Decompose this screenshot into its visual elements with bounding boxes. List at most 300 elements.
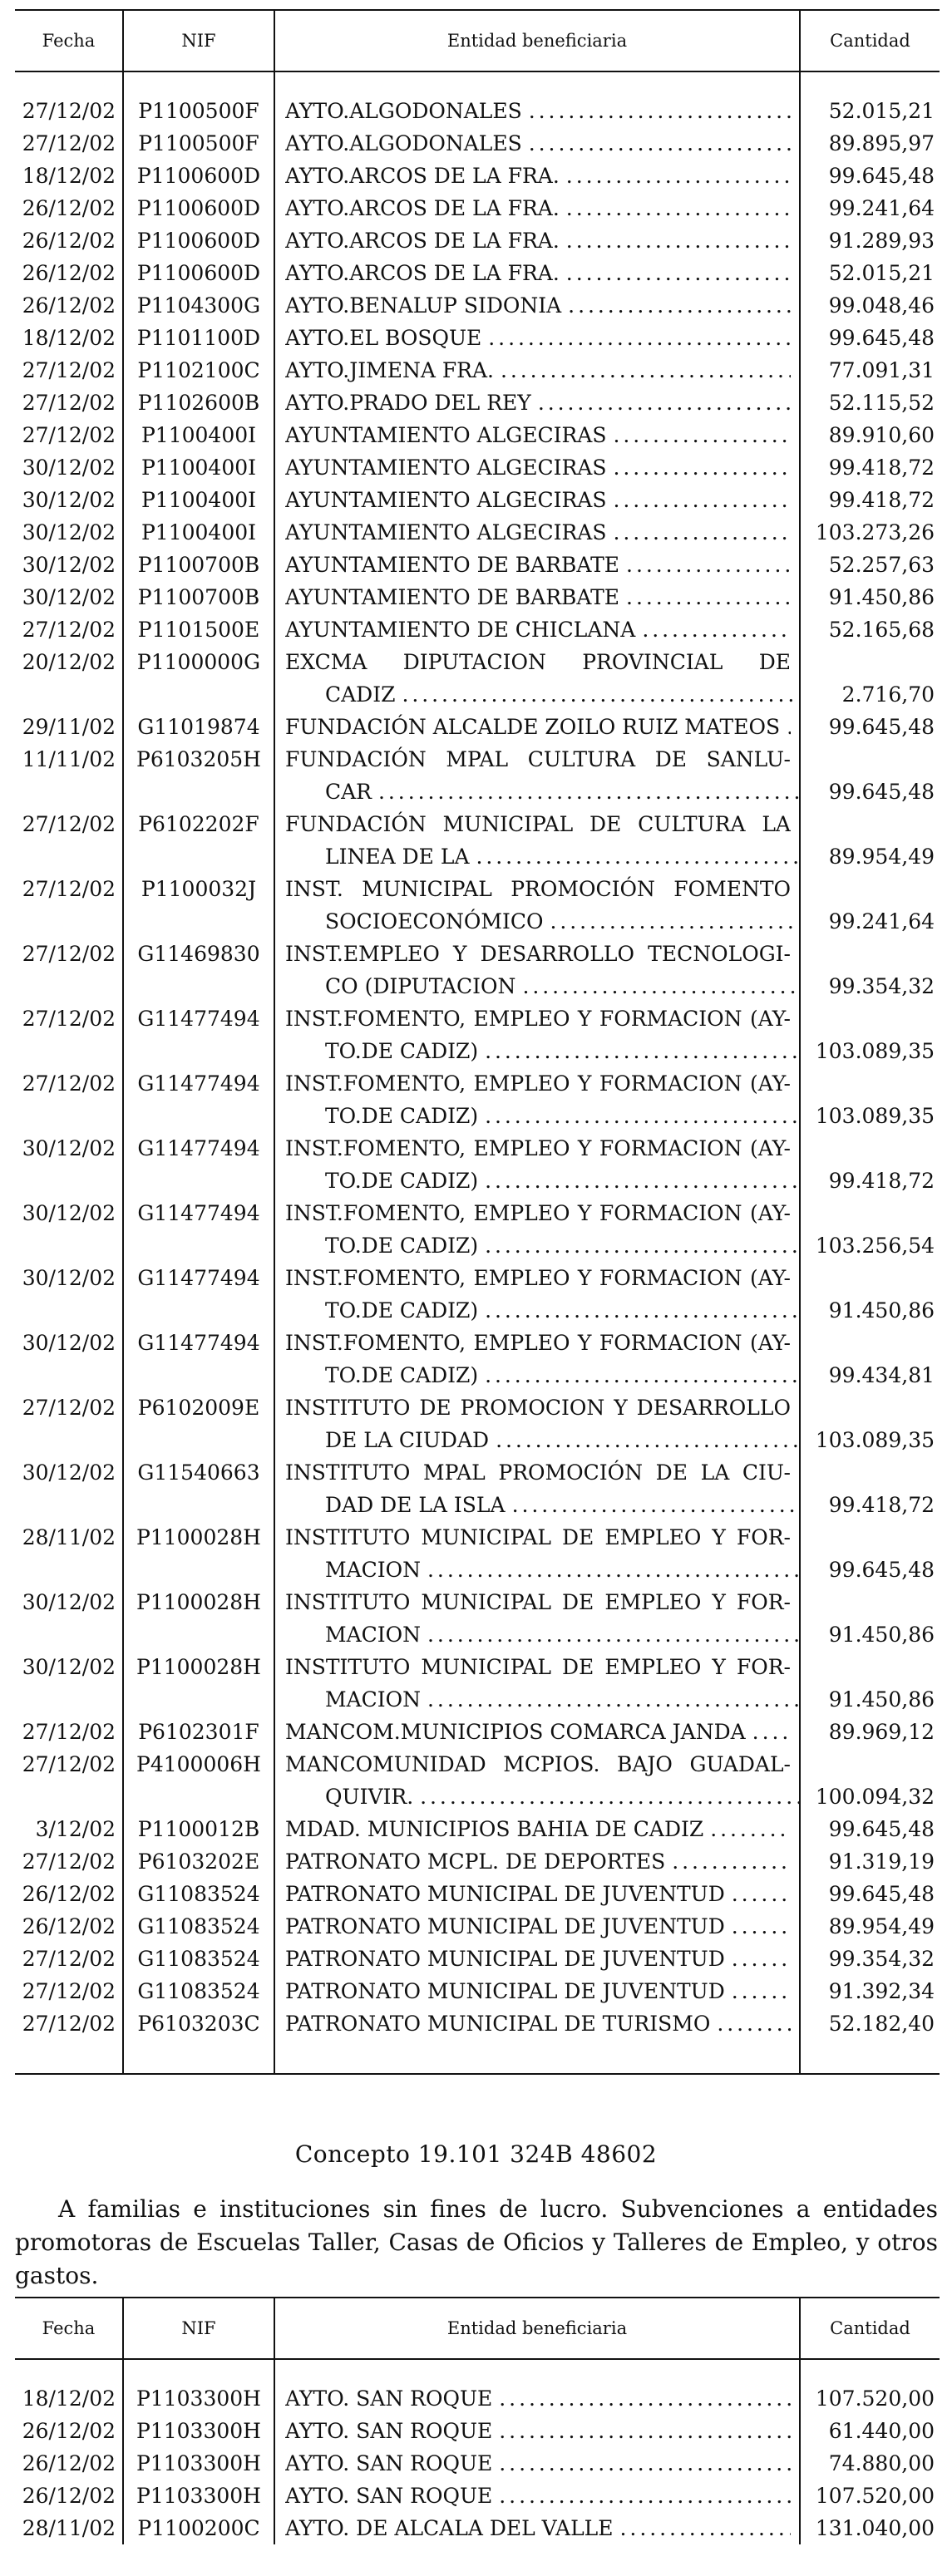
fecha-cell: 26/12/02	[22, 1882, 116, 1906]
table-row	[15, 711, 940, 743]
table-row	[15, 516, 940, 549]
spacer-cell	[123, 71, 274, 95]
table-row	[15, 646, 940, 711]
table-row	[15, 808, 940, 873]
fecha-cell: 18/12/02	[22, 164, 116, 188]
table-row	[15, 1067, 940, 1132]
cantidad-cell	[800, 2512, 940, 2544]
nif-cell: P1100600D	[123, 257, 274, 289]
fecha-cell: 27/12/02	[22, 1071, 116, 1096]
fecha-cell: 27/12/02	[22, 618, 116, 642]
entidad-line-1: INST.FOMENTO, EMPLEO Y FORMACION (AY-	[285, 1201, 791, 1225]
dot-leader	[606, 516, 791, 549]
entidad-cell	[274, 484, 800, 516]
table-row	[15, 354, 940, 387]
nif-cell: G11019874	[123, 711, 274, 743]
table-row	[15, 2415, 940, 2447]
nif-cell: G11083524	[123, 1943, 274, 1975]
spacer-cell	[274, 71, 800, 95]
cantidad-cell	[800, 1132, 940, 1197]
cantidad-value: 89.954,49	[828, 845, 935, 869]
entidad-line-1	[285, 257, 791, 289]
entidad-cell	[274, 2512, 800, 2544]
fecha-cell: 30/12/02	[22, 520, 116, 544]
entidad-line-1: FUNDACIÓN MPAL CULTURA DE SANLU-	[285, 747, 791, 771]
entidad-line-2	[285, 1165, 799, 1197]
fecha-cell: 30/12/02	[22, 1460, 116, 1485]
cantidad-value: 100.094,32	[815, 1785, 935, 1809]
table-row	[15, 322, 940, 354]
cantidad-cell	[800, 1748, 940, 1813]
entidad-line-1	[285, 387, 791, 419]
dot-leader	[635, 613, 791, 646]
entidad-cell	[274, 613, 800, 646]
cantidad-value: 52.182,40	[828, 2012, 935, 2036]
entidad-cell	[274, 1845, 800, 1878]
fecha-cell: 27/12/02	[22, 1947, 116, 1971]
dot-leader	[492, 2447, 791, 2480]
cantidad-value: 99.645,48	[828, 1558, 935, 1582]
entidad-line-1: MANCOMUNIDAD MCPIOS. BAJO GUADAL-	[285, 1752, 791, 1776]
entidad-text	[275, 711, 799, 743]
entidad-text	[275, 873, 799, 938]
cantidad-cell	[800, 2480, 940, 2512]
cantidad-cell	[800, 1716, 940, 1748]
cantidad-cell	[800, 1456, 940, 1521]
fecha-cell: 30/12/02	[22, 585, 116, 609]
table-row	[15, 289, 940, 322]
entidad-line-1: INSTITUTO MUNICIPAL DE EMPLEO Y FOR-	[285, 1525, 791, 1549]
dot-leader	[421, 1618, 799, 1651]
fecha-cell: 28/11/02	[22, 1525, 116, 1549]
fecha-cell: 27/12/02	[22, 942, 116, 966]
entidad-text	[275, 419, 799, 451]
entidad-cell	[274, 1132, 800, 1197]
nif-cell: P1100028H	[123, 1586, 274, 1651]
nif-cell: P1103300H	[123, 2382, 274, 2415]
entidad-continuation: SOCIOECONÓMICO	[325, 909, 544, 933]
entidad-line-1	[285, 224, 791, 257]
cantidad-cell	[800, 938, 940, 1002]
entidad-line-1	[285, 1943, 791, 1975]
entidad-name: AYTO. SAN ROQUE	[285, 2419, 493, 2443]
cantidad-cell	[800, 1002, 940, 1067]
cantidad-cell	[800, 516, 940, 549]
fecha-cell: 27/12/02	[22, 423, 116, 447]
entidad-text	[275, 646, 799, 711]
entidad-line-1	[285, 2480, 791, 2512]
cantidad-value: 99.645,48	[828, 715, 935, 739]
entidad-name: PATRONATO MCPL. DE DEPORTES	[285, 1849, 666, 1874]
entidad-text	[275, 2512, 799, 2544]
entidad-line-1	[285, 613, 791, 646]
beneficiaries-table	[15, 9, 940, 2075]
nif-cell: G11469830	[123, 938, 274, 1002]
entidad-name: AYTO.ARCOS DE LA FRA.	[285, 261, 560, 285]
entidad-line-1	[285, 711, 791, 743]
cantidad-cell	[800, 354, 940, 387]
table-row	[15, 484, 940, 516]
cantidad-cell	[800, 711, 940, 743]
entidad-text	[275, 1943, 799, 1975]
table-row	[15, 1910, 940, 1943]
entidad-name: PATRONATO MUNICIPAL DE JUVENTUD	[285, 1947, 725, 1971]
dot-leader	[619, 581, 791, 613]
spacer-cell	[274, 2040, 800, 2074]
cantidad-value: 91.450,86	[828, 1298, 935, 1322]
table-row	[15, 1327, 940, 1391]
entidad-line-1: EXCMA DIPUTACION PROVINCIAL DE	[285, 650, 791, 674]
table-row	[15, 549, 940, 581]
fecha-cell: 27/12/02	[22, 99, 116, 123]
entidad-continuation: MACION	[325, 1558, 422, 1582]
entidad-cell	[274, 2415, 800, 2447]
entidad-line-1: INST.FOMENTO, EMPLEO Y FORMACION (AY-	[285, 1007, 791, 1031]
entidad-continuation: LINEA DE LA	[325, 845, 470, 869]
cantidad-cell	[800, 1391, 940, 1456]
entidad-continuation: CADIZ	[325, 682, 396, 707]
table-row	[15, 873, 940, 938]
cantidad-cell	[800, 1845, 940, 1878]
entidad-cell	[274, 419, 800, 451]
nif-cell: P6103205H	[123, 743, 274, 808]
entidad-name: AYTO. SAN ROQUE	[285, 2386, 493, 2411]
entidad-cell	[274, 257, 800, 289]
table-row	[15, 743, 940, 808]
entidad-continuation: TO.DE CADIZ)	[325, 1298, 479, 1322]
cantidad-cell	[800, 127, 940, 160]
entidad-cell	[274, 1262, 800, 1327]
entidad-line-1	[285, 581, 791, 613]
nif-cell: P1100400I	[123, 516, 274, 549]
table-row	[15, 2382, 940, 2415]
entidad-name: AYUNTAMIENTO ALGECIRAS	[285, 488, 607, 512]
nif-cell: P6102301F	[123, 1716, 274, 1748]
nif-cell: P1100012B	[123, 1813, 274, 1845]
table-row	[15, 1813, 940, 1845]
dot-leader	[421, 1554, 799, 1586]
entidad-line-1: INSTITUTO MUNICIPAL DE EMPLEO Y FOR-	[285, 1655, 791, 1679]
cantidad-cell	[800, 2382, 940, 2415]
entidad-text	[275, 613, 799, 646]
entidad-cell	[274, 387, 800, 419]
cantidad-cell	[800, 743, 940, 808]
entidad-text	[275, 808, 799, 873]
entidad-cell	[274, 1748, 800, 1813]
cantidad-value: 61.440,00	[828, 2419, 935, 2443]
cantidad-value: 99.645,48	[828, 326, 935, 350]
fecha-cell: 11/11/02	[22, 747, 116, 771]
fecha-cell: 26/12/02	[22, 261, 116, 285]
cantidad-value: 99.645,48	[828, 780, 935, 804]
entidad-text	[275, 2447, 799, 2480]
nif-cell: P1100700B	[123, 581, 274, 613]
cantidad-value: 89.895,97	[828, 131, 935, 155]
cantidad-value: 131.040,00	[815, 2516, 935, 2540]
cantidad-value: 91.319,19	[828, 1849, 935, 1874]
fecha-cell: 27/12/02	[22, 1849, 116, 1874]
entidad-name: AYTO. SAN ROQUE	[285, 2451, 493, 2475]
cantidad-value: 74.880,00	[828, 2451, 935, 2475]
table-row	[15, 224, 940, 257]
entidad-line-2	[285, 840, 799, 873]
spacer-row	[15, 2359, 940, 2382]
entidad-line-1	[285, 354, 791, 387]
fecha-cell: 26/12/02	[22, 2419, 116, 2443]
entidad-text	[275, 1197, 799, 1262]
entidad-line-2	[285, 1294, 799, 1327]
entidad-continuation: CO (DIPUTACION	[325, 974, 516, 998]
entidad-name: AYUNTAMIENTO ALGECIRAS	[285, 423, 607, 447]
fecha-cell: 27/12/02	[22, 1007, 116, 1031]
nif-cell: P1102100C	[123, 354, 274, 387]
fecha-cell: 27/12/02	[22, 1979, 116, 2003]
nif-cell: G11083524	[123, 1910, 274, 1943]
table-row	[15, 387, 940, 419]
table-row	[15, 160, 940, 192]
nif-cell: G11540663	[123, 1456, 274, 1521]
entidad-cell	[274, 322, 800, 354]
fecha-cell: 30/12/02	[22, 553, 116, 577]
cantidad-value: 99.645,48	[828, 1817, 935, 1841]
fecha-cell: 27/12/02	[22, 391, 116, 415]
entidad-text	[275, 160, 799, 192]
entidad-cell	[274, 2480, 800, 2512]
cantidad-value: 91.392,34	[828, 1979, 935, 2003]
beneficiaries-table-2-body	[15, 2359, 940, 2544]
cantidad-value: 103.256,54	[815, 1234, 935, 1258]
entidad-cell	[274, 95, 800, 127]
cantidad-cell	[800, 224, 940, 257]
nif-cell: P1100600D	[123, 160, 274, 192]
dot-leader	[606, 484, 791, 516]
cantidad-value: 77.091,31	[828, 358, 935, 382]
beneficiaries-table-2	[15, 2297, 940, 2544]
entidad-cell	[274, 1943, 800, 1975]
nif-cell: P1100700B	[123, 549, 274, 581]
nif-cell: G11083524	[123, 1975, 274, 2007]
cantidad-cell	[800, 1067, 940, 1132]
header-entidad: Entidad beneficiaria	[274, 2298, 800, 2359]
cantidad-value: 99.434,81	[828, 1363, 935, 1387]
entidad-text	[275, 1975, 799, 2007]
table-row	[15, 127, 940, 160]
entidad-text	[275, 549, 799, 581]
cantidad-value: 99.645,48	[828, 1882, 935, 1906]
nif-cell: G11477494	[123, 1067, 274, 1132]
entidad-cell	[274, 1197, 800, 1262]
table-row	[15, 2512, 940, 2544]
entidad-line-1	[285, 1878, 791, 1910]
table-header-row	[15, 2298, 940, 2359]
cantidad-cell	[800, 484, 940, 516]
fecha-cell: 27/12/02	[22, 358, 116, 382]
entidad-continuation: TO.DE CADIZ)	[325, 1169, 479, 1193]
entidad-continuation: MACION	[325, 1623, 422, 1647]
dot-leader	[560, 160, 791, 192]
entidad-name: AYTO.ARCOS DE LA FRA.	[285, 196, 560, 220]
entidad-name: PATRONATO MUNICIPAL DE JUVENTUD	[285, 1914, 725, 1938]
fecha-cell: 30/12/02	[22, 1590, 116, 1614]
table-row	[15, 1878, 940, 1910]
beneficiaries-table-body	[15, 71, 940, 2074]
dot-leader	[665, 1845, 791, 1878]
fecha-cell: 30/12/02	[22, 1266, 116, 1290]
entidad-cell	[274, 1002, 800, 1067]
spacer-cell	[800, 2040, 940, 2074]
entidad-text	[275, 127, 799, 160]
entidad-line-1	[285, 451, 791, 484]
dot-leader	[522, 127, 791, 160]
entidad-name: AYUNTAMIENTO DE BARBATE	[285, 585, 620, 609]
entidad-name: PATRONATO MUNICIPAL DE JUVENTUD	[285, 1882, 725, 1906]
fecha-cell: 27/12/02	[22, 2012, 116, 2036]
table-row	[15, 1651, 940, 1716]
table-row	[15, 1391, 940, 1456]
entidad-line-1	[285, 2415, 791, 2447]
cantidad-cell	[800, 1878, 940, 1910]
entidad-line-1	[285, 1975, 791, 2007]
header-nif: NIF	[123, 10, 274, 71]
nif-cell: P1100600D	[123, 192, 274, 224]
cantidad-value: 99.241,64	[828, 196, 935, 220]
nif-cell: P1100028H	[123, 1651, 274, 1716]
dot-leader	[478, 1294, 799, 1327]
dot-leader	[478, 1035, 799, 1067]
table-row	[15, 1943, 940, 1975]
fecha-cell: 26/12/02	[22, 196, 116, 220]
entidad-line-1	[285, 516, 791, 549]
concept-description: A familias e instituciones sin fines de lucro. Subvenciones a entidades promotoras de Escuelas Taller, Casas de Oficios y Talleres de Empleo, y otros gastos.	[15, 2195, 938, 2289]
nif-cell: P1101100D	[123, 322, 274, 354]
dot-leader	[725, 1975, 791, 2007]
dot-leader	[478, 1165, 799, 1197]
entidad-line-2	[285, 1554, 799, 1586]
cantidad-cell	[800, 549, 940, 581]
entidad-text	[275, 516, 799, 549]
fecha-cell: 30/12/02	[22, 1331, 116, 1355]
entidad-name: PATRONATO MUNICIPAL DE JUVENTUD	[285, 1979, 725, 2003]
entidad-line-1	[285, 2007, 791, 2040]
cantidad-cell	[800, 257, 940, 289]
cantidad-cell	[800, 2415, 940, 2447]
entidad-line-1: INST.FOMENTO, EMPLEO Y FORMACION (AY-	[285, 1071, 791, 1096]
entidad-text	[275, 1651, 799, 1716]
cantidad-value: 89.954,49	[828, 1914, 935, 1938]
entidad-continuation: CAR	[325, 780, 372, 804]
entidad-name: AYTO.ALGODONALES	[285, 99, 522, 123]
fecha-cell: 26/12/02	[22, 1914, 116, 1938]
entidad-name: PATRONATO MUNICIPAL DE TURISMO	[285, 2012, 711, 2036]
fecha-cell: 26/12/02	[22, 2451, 116, 2475]
dot-leader	[492, 2480, 791, 2512]
entidad-line-2	[285, 1035, 799, 1067]
entidad-line-2	[285, 1489, 799, 1521]
entidad-cell	[274, 516, 800, 549]
entidad-cell	[274, 1813, 800, 1845]
entidad-cell	[274, 1975, 800, 2007]
cantidad-value: 99.354,32	[828, 1947, 935, 1971]
entidad-line-1: INST.FOMENTO, EMPLEO Y FORMACION (AY-	[285, 1331, 791, 1355]
cantidad-cell	[800, 2007, 940, 2040]
entidad-cell	[274, 1327, 800, 1391]
dot-leader	[492, 2382, 791, 2415]
cantidad-value: 52.115,52	[828, 391, 935, 415]
table-row	[15, 2447, 940, 2480]
nif-cell: P1100028H	[123, 1521, 274, 1586]
dot-leader	[522, 95, 791, 127]
cantidad-value: 99.418,72	[828, 456, 935, 480]
entidad-cell	[274, 646, 800, 711]
dot-leader	[492, 2415, 791, 2447]
cantidad-value: 91.450,86	[828, 1687, 935, 1712]
entidad-text	[275, 1878, 799, 1910]
entidad-line-2	[285, 1618, 799, 1651]
entidad-name: AYUNTAMIENTO ALGECIRAS	[285, 456, 607, 480]
nif-cell: G11477494	[123, 1132, 274, 1197]
nif-cell: P1100200C	[123, 2512, 274, 2544]
entidad-cell	[274, 711, 800, 743]
cantidad-cell	[800, 581, 940, 613]
cantidad-value: 91.450,86	[828, 1623, 935, 1647]
fecha-cell: 30/12/02	[22, 456, 116, 480]
cantidad-cell	[800, 1327, 940, 1391]
entidad-text	[275, 224, 799, 257]
dot-leader	[531, 387, 791, 419]
entidad-text	[275, 2415, 799, 2447]
cantidad-value: 52.015,21	[828, 99, 935, 123]
dot-leader	[606, 419, 791, 451]
entidad-continuation: DE LA CIUDAD	[325, 1428, 490, 1452]
dot-leader	[560, 257, 791, 289]
entidad-name: AYTO.ALGODONALES	[285, 131, 522, 155]
entidad-cell	[274, 1456, 800, 1521]
table-header-row	[15, 10, 940, 71]
entidad-name: AYTO.JIMENA FRA.	[285, 358, 494, 382]
nif-cell: G11477494	[123, 1197, 274, 1262]
cantidad-value: 103.089,35	[815, 1428, 935, 1452]
cantidad-value: 99.418,72	[828, 488, 935, 512]
cantidad-value: 89.910,60	[828, 423, 935, 447]
nif-cell: P1102600B	[123, 387, 274, 419]
table-row	[15, 1197, 940, 1262]
entidad-text	[275, 1132, 799, 1197]
dot-leader	[421, 1683, 799, 1716]
entidad-line-1	[285, 1716, 791, 1748]
dot-leader	[780, 711, 791, 743]
entidad-text	[275, 451, 799, 484]
cantidad-cell	[800, 1197, 940, 1262]
entidad-text	[275, 1910, 799, 1943]
entidad-name: AYTO.PRADO DEL REY	[285, 391, 531, 415]
fecha-cell: 30/12/02	[22, 1136, 116, 1160]
table-row	[15, 1456, 940, 1521]
cantidad-value: 99.354,32	[828, 974, 935, 998]
dot-leader	[606, 451, 791, 484]
header-cantidad: Cantidad	[800, 10, 940, 71]
dot-leader	[725, 1878, 791, 1910]
entidad-text	[275, 938, 799, 1002]
dot-leader	[478, 1359, 799, 1391]
spacer-cell	[800, 2359, 940, 2382]
entidad-text	[275, 2007, 799, 2040]
table-row	[15, 581, 940, 613]
cantidad-cell	[800, 1813, 940, 1845]
entidad-text	[275, 1586, 799, 1651]
cantidad-cell	[800, 289, 940, 322]
fecha-cell: 27/12/02	[22, 812, 116, 836]
cantidad-cell	[800, 192, 940, 224]
